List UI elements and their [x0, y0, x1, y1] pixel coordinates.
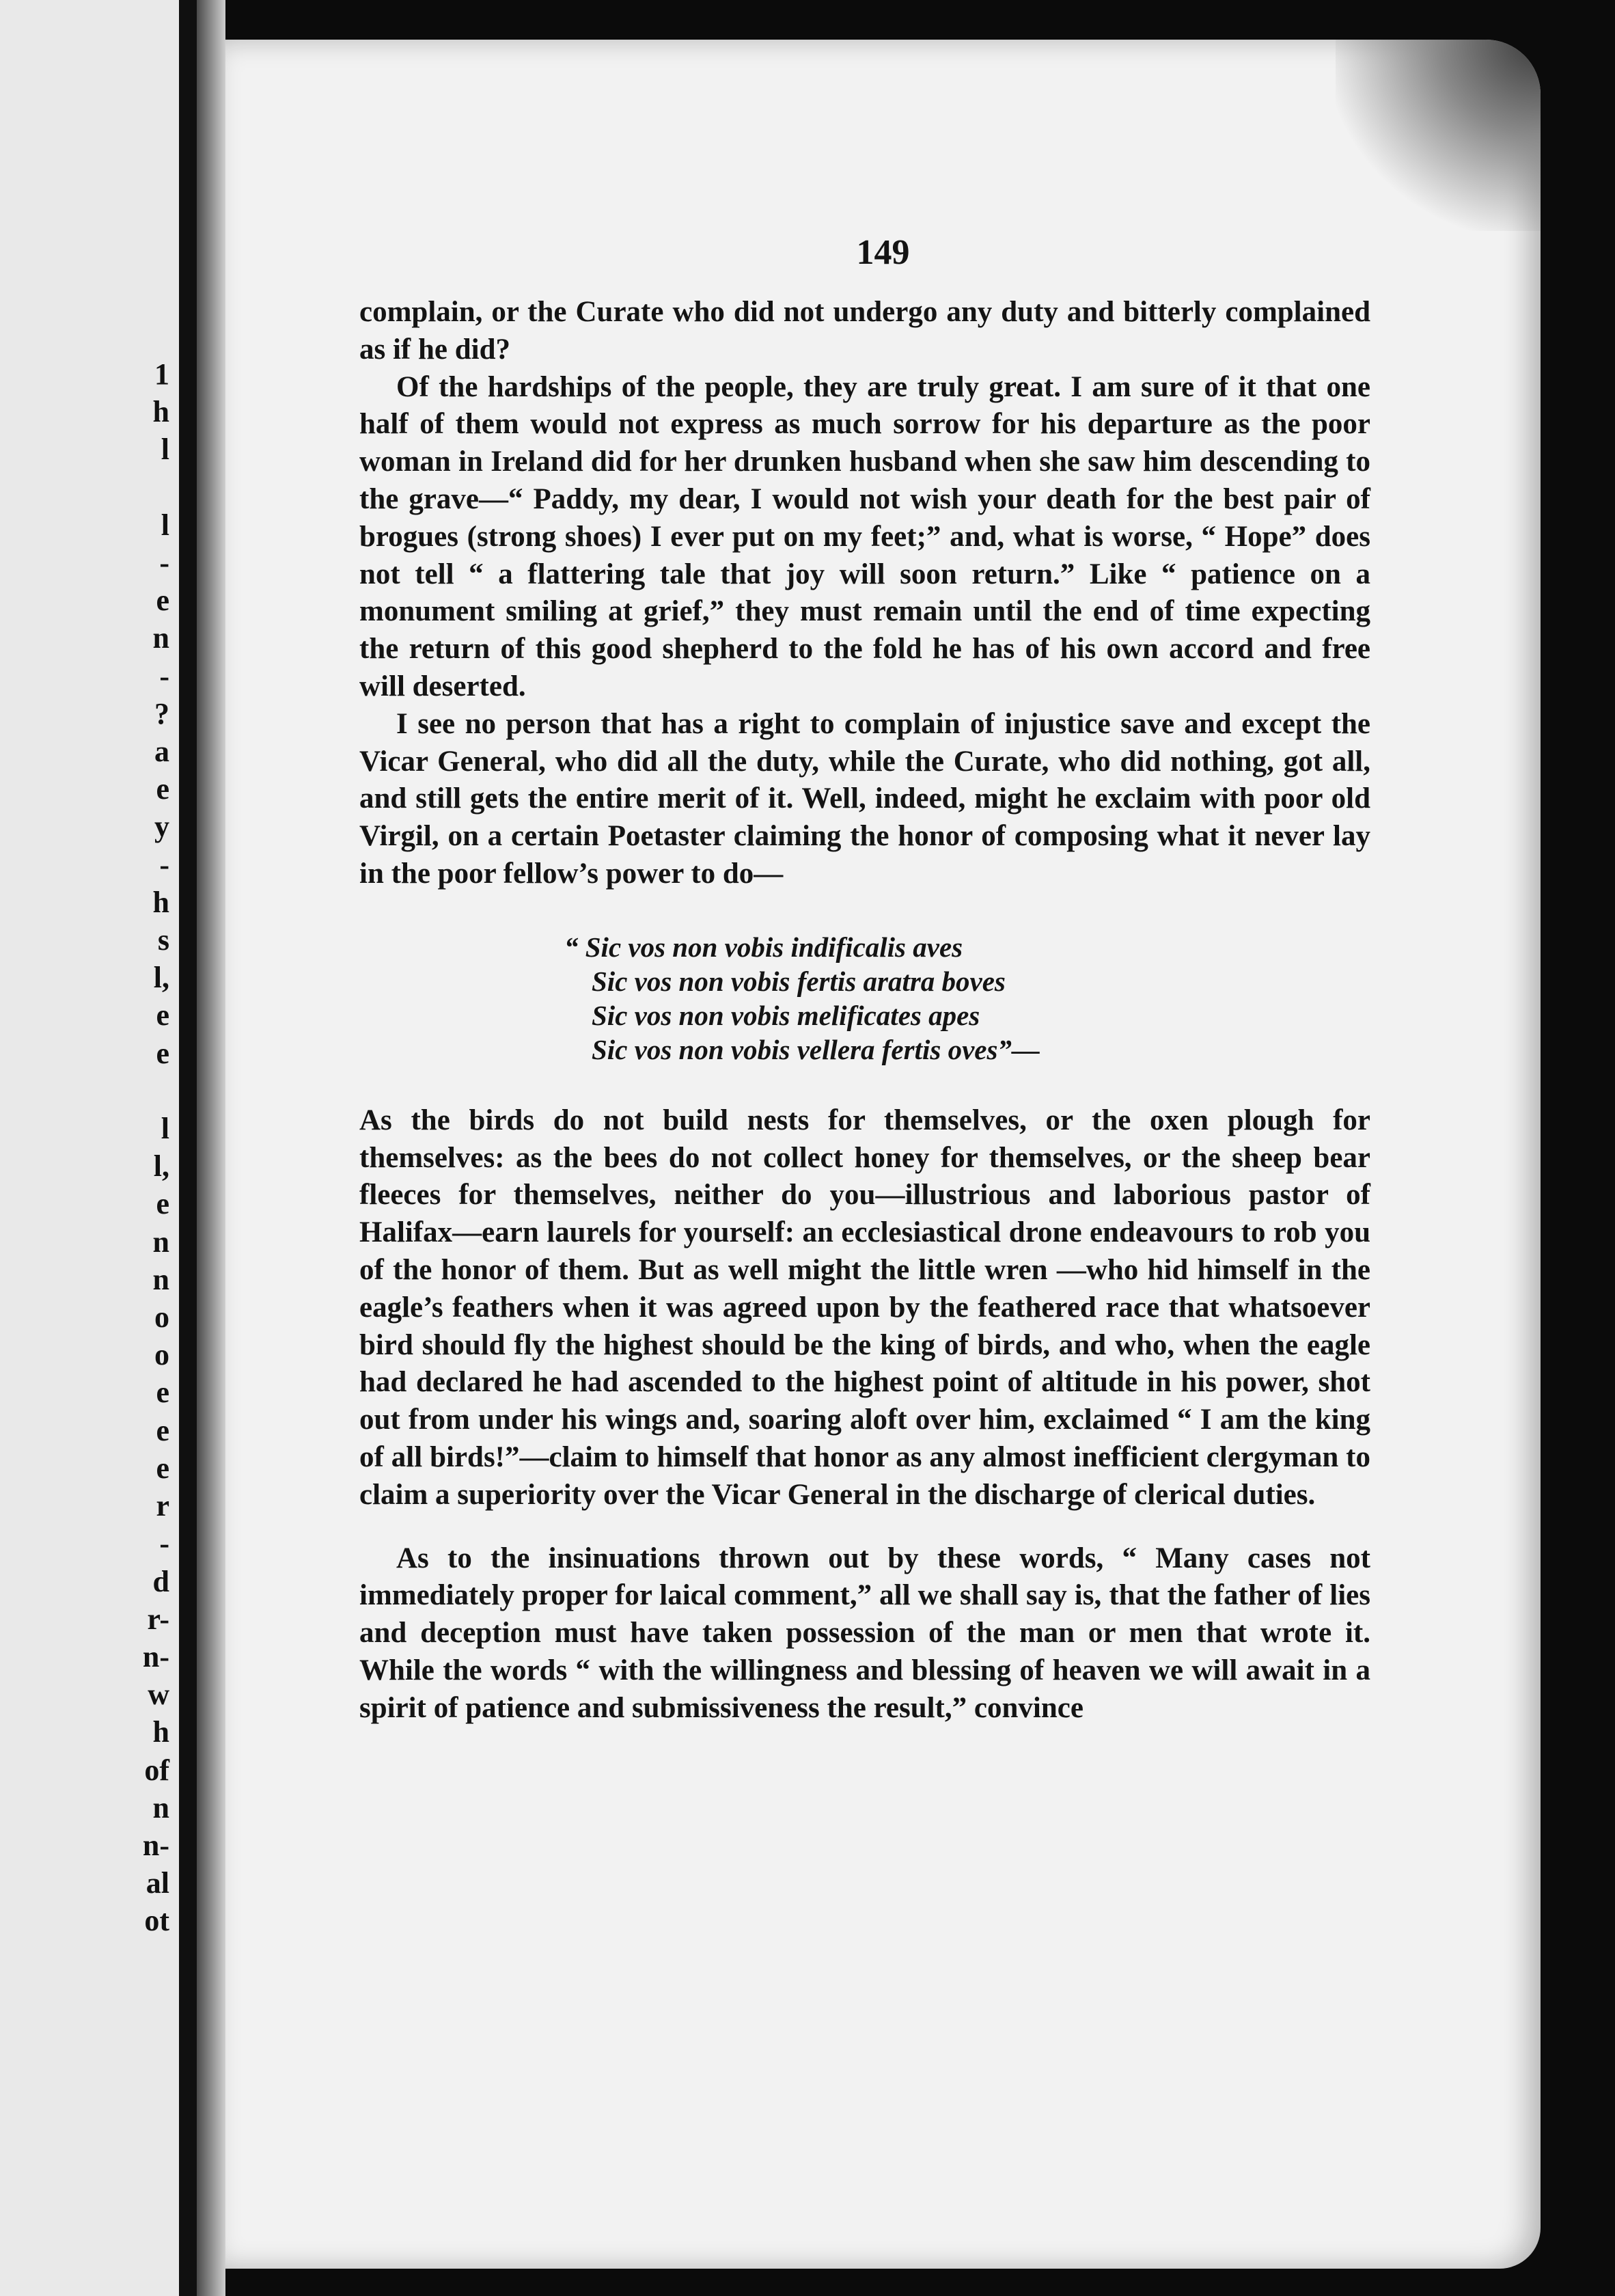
paragraph: complain, or the Curate who did not undergo any duty and bitterly complained as if he did?: [359, 296, 1370, 366]
paragraph: Of the hardships of the people, they are truly great. I am sure of it that one half of them would not express as much sorrow for his departure as the poor woman in Ireland did for her drunken husband when she saw him descending to the grave—“ Paddy, my dear, I would not wish your death for the best pair of brogues (strong shoes) I ever put on my feet;” and, what is worse, “ Hope” does not tell “ a flattering tale that joy will soon return.” Like “ patience on a monument smiling at grief,” they must remain until the end of time expecting the return of this good shepherd to the fold he has of his own accord and free will deserted.: [359, 370, 1370, 702]
facing-page-fragments: 1 h l l - e n - ? a e y - h s l, e e l l, e n n o o e e e r - d r- n- w h of n n- al ot: [142, 357, 169, 1938]
paragraph: As to the insinuations thrown out by these words, “ Many cases not immediately proper for laical comment,” all we shall say is, that the father of lies and deception must have taken possession of the man or men that wrote it. While the words “ with the willingness and blessing of heaven we will await in a spirit of patience and submissiveness the result,” convince: [359, 1542, 1370, 1724]
verse-line: “ Sic vos non vobis indificalis aves: [564, 931, 963, 963]
page-corner-shadow: [1336, 40, 1541, 231]
gutter-shadow: [197, 0, 225, 2296]
book-page: [225, 40, 1541, 2269]
gutter-line: [179, 0, 197, 2296]
paragraph: I see no person that has a right to complain of injustice save and except the Vicar General, who did all the duty, while the Curate, who did nothing, got all, and still gets the entire merit of it. Well, indeed, might he exclaim with poor old Virgil, on a certain Poetaster claiming the honor of composing what it never lay in the poor fellow’s power to do—: [359, 707, 1370, 890]
verse-line: Sic vos non vobis vellera fertis oves”—: [592, 1033, 1040, 1065]
facing-page-edge: [0, 0, 179, 2296]
verse-line: Sic vos non vobis melificates apes: [592, 999, 980, 1031]
verse-line: Sic vos non vobis fertis aratra boves: [592, 965, 1006, 997]
paragraph: As the birds do not build nests for themselves, or the oxen plough for themselves: as the bees do not collect honey for themselves, or the sheep bear fleeces for themselves, neither do you—illustrious and laborious pastor of Halifax—earn laurels for yourself: an ecclesiastical drone endeavours to rob you of the honor of them. But as well might the little wren —who hid himself in the eagle’s feathers when it was agreed upon by the feathered race that whatsoever bird should fly the highest should be the king of birds, and who, when the eagle had declared he had ascended to the highest point of altitude in his power, shot out from under his wings and, soaring aloft over him, exclaimed “ I am the king of all birds!”—claim to himself that honor as any almost inefficient clergyman to claim a superiority over the Vicar General in the discharge of clerical duties.: [359, 1104, 1370, 1511]
latin-verse: [564, 930, 1370, 1067]
page-text: [359, 294, 1370, 1727]
page-number: 149: [856, 233, 910, 272]
